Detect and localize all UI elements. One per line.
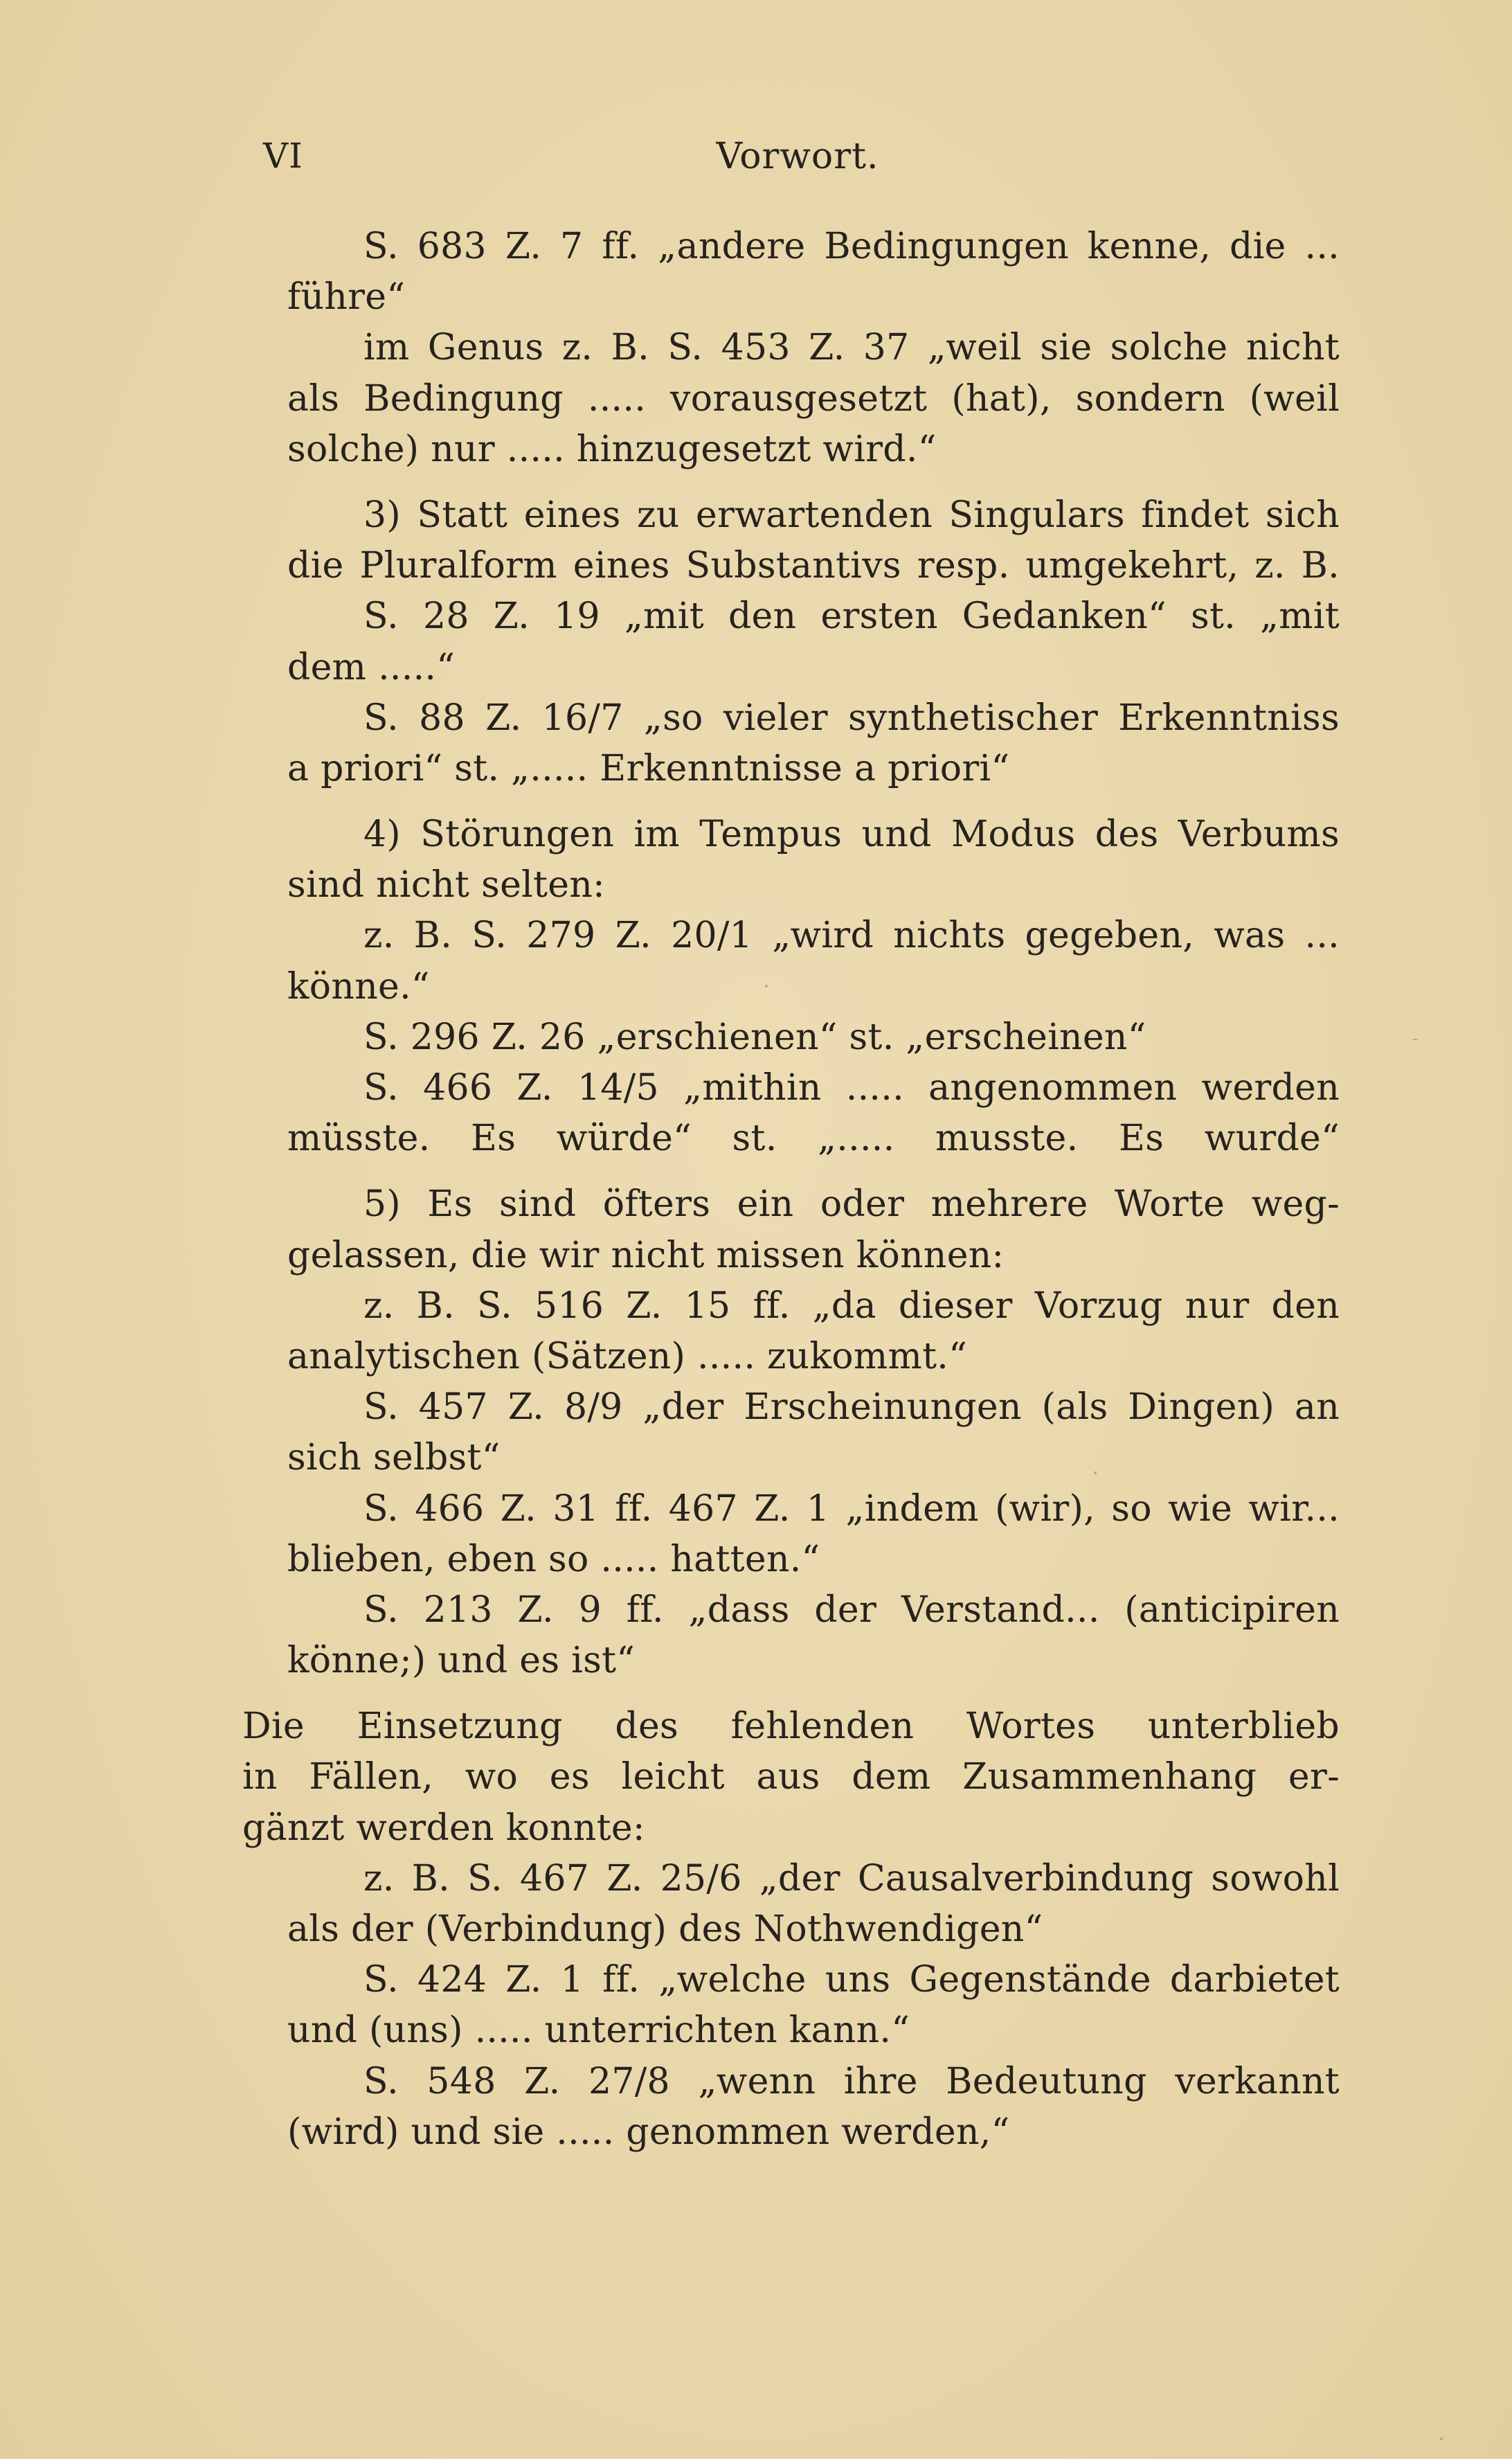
paragraph-gap [287,475,1340,490]
paragraph-gap [287,794,1340,810]
text-line: analytischen (Sätzen) ..... zukommt.“ [287,1335,968,1377]
text-line: müsste. Es würde“ st. „..... musste. Es wurde“ [287,1118,1340,1160]
text-line: z. B. S. 467 Z. 25/6 „der Causalverbindung sowohl [363,1857,1340,1899]
text-line: führe“ [287,276,406,319]
paper-speck [765,985,768,987]
text-line: S. 548 Z. 27/8 „wenn ihre Bedeutung verkannt [363,2060,1340,2102]
text-line: 3) Statt eines zu erwartenden Singulars findet sich [363,494,1340,536]
paragraph-gap [287,1164,1340,1179]
text-line: z. B. S. 279 Z. 20/1 „wird nichts gegeben, was ... [363,915,1340,957]
text-line: 4) Störungen im Tempus und Modus des Verbums [363,814,1340,856]
paper-speck [1440,2438,1443,2440]
text-line: S. 213 Z. 9 ff. „dass der Verstand... (anticipiren [363,1589,1340,1631]
text-line: als der (Verbindung) des Nothwendigen“ [287,1908,1043,1950]
text-line: S. 424 Z. 1 ff. „welche uns Gegenstände darbietet [363,1959,1340,2001]
text-line: a priori“ st. „..... Erkenntnisse a priori“ [287,747,1010,789]
text-line: S. 88 Z. 16/7 „so vieler synthetischer Erkenntniss [363,697,1340,739]
text-line: 5) Es sind öfters ein oder mehrere Worte weg- [363,1183,1340,1226]
text-line: solche) nur ..... hinzugesetzt wird.“ [287,428,937,470]
text-line: dem .....“ [287,646,456,688]
text-line: in Fällen, wo es leicht aus dem Zusammenhang er- [242,1756,1340,1798]
text-line: S. 28 Z. 19 „mit den ersten Gedanken“ st. „mit [363,596,1340,638]
text-line: könne.“ [287,965,430,1008]
body-text [242,222,1340,2158]
paragraph-gap [287,1686,1340,1701]
text-line: könne;) und es ist“ [287,1640,636,1682]
text-line: S. 457 Z. 8/9 „der Erscheinungen (als Dingen) an [363,1386,1340,1429]
text-line: (wird) und sie ..... genommen werden,“ [287,2111,1010,2153]
text-line: und (uns) ..... unterrichten kann.“ [287,2010,910,2052]
paper-speck [1412,1039,1418,1040]
text-line: im Genus z. B. S. 453 Z. 37 „weil sie solche nicht [363,327,1340,369]
text-line: die Pluralform eines Substantivs resp. umgekehrt, z. B. [287,545,1340,587]
text-line: sich selbst“ [287,1437,501,1479]
page-header [263,136,1332,177]
paper-speck [1094,1472,1097,1474]
text-line: sind nicht selten: [287,864,605,906]
text-line: gelassen, die wir nicht missen können: [287,1234,1005,1276]
text-line: Die Einsetzung des fehlenden Wortes unterblieb [242,1706,1340,1748]
text-line: S. 683 Z. 7 ff. „andere Bedingungen kenne, die ... [363,226,1340,267]
text-line: als Bedingung ..... vorausgesetzt (hat), sondern (weil [287,377,1340,420]
text-line: S. 466 Z. 31 ff. 467 Z. 1 „indem (wir), so wie wir... [363,1487,1340,1530]
running-head: Vorwort. [716,136,879,177]
text-line: z. B. S. 516 Z. 15 ff. „da dieser Vorzug nur den [363,1285,1340,1327]
text-line: S. 466 Z. 14/5 „mithin ..... angenommen werden [363,1067,1340,1109]
text-line: blieben, eben so ..... hatten.“ [287,1538,820,1580]
text-line: S. 296 Z. 26 „erschienen“ st. „erscheinen“ [363,1016,1146,1058]
text-line: gänzt werden konnte: [242,1807,645,1849]
page-number: VI [263,136,303,176]
